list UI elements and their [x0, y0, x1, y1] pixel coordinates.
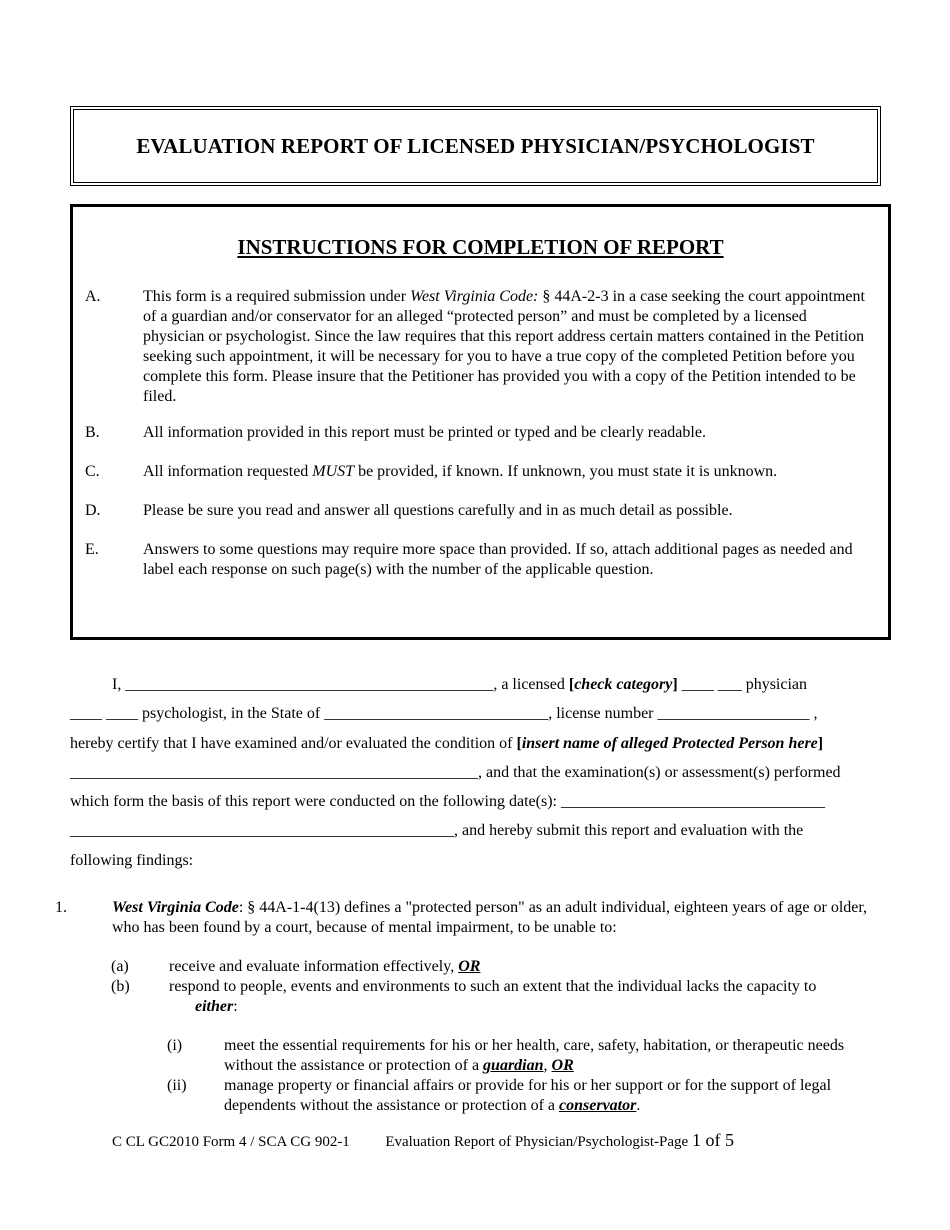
item-text: respond to people, events and environments to such an extent that the individual lacks the capacity to: [169, 978, 817, 995]
or-emphasis: OR: [458, 958, 481, 975]
or-emphasis: OR: [551, 1057, 574, 1074]
item-label: (ii): [167, 1077, 187, 1094]
item-text: manage property or financial affairs or provide for his or her support or for the support of legal dependents without the assistance or protection of a conservator.: [224, 1077, 832, 1114]
instruction-item-c: [85, 462, 872, 482]
instruction-label: D.: [85, 502, 101, 519]
certification-line-1: I, ______________________________________________, a licensed [check category] ____ ___ physician: [112, 676, 808, 693]
instruction-label: E.: [85, 541, 99, 558]
finding-item-i: [167, 1036, 889, 1076]
certification-line-2: ____ ____ psychologist, in the State of ____________________________, license number ___________________ ,: [70, 705, 818, 722]
item-label: (b): [111, 978, 130, 995]
item-label: (i): [167, 1037, 183, 1054]
instruction-item-d: [85, 501, 872, 521]
either-line: either:: [195, 998, 238, 1015]
instruction-label: C.: [85, 463, 100, 480]
instruction-text: Please be sure you read and answer all questions carefully and in as much detail as possible.: [143, 502, 733, 519]
finding-item-b: [111, 977, 881, 1017]
finding-number: 1.: [55, 899, 67, 916]
conservator-emphasis: conservator: [559, 1097, 637, 1114]
emphasis: MUST: [312, 463, 355, 480]
instruction-label: A.: [85, 288, 101, 305]
certification-line-5: which form the basis of this report were conducted on the following date(s): _________________________________: [70, 793, 825, 810]
certification-line-6: ________________________________________________, and hereby submit this report and evaluation with the: [70, 822, 804, 839]
check-category-label: check category: [574, 676, 673, 693]
instruction-item-b: [85, 423, 872, 443]
instruction-item-e: [85, 540, 872, 580]
instructions-box: [70, 204, 891, 640]
finding-1: [55, 898, 890, 938]
instruction-text: Answers to some questions may require more space than provided. If so, attach additional pages as needed and label each response on such page(s) with the number of the applicable question.: [143, 541, 853, 578]
code-reference: West Virginia Code:: [410, 288, 539, 305]
certification-line-7: following findings:: [70, 852, 194, 869]
insert-name-label: insert name of alleged Protected Person here: [521, 735, 818, 752]
either-emphasis: either: [195, 998, 234, 1015]
guardian-emphasis: guardian: [483, 1057, 544, 1074]
instruction-text: This form is a required submission under West Virginia Code: § 44A-2-3 in a case seeking the court appointment of a guardian and/or conservator for an alleged “protected person” and must be completed by a licensed physician or psychologist. Since the law requires that this report address certain matters contained in the Petition seeking such appointment, it will be necessary for you to have a true copy of the completed Petition before you complete this form. Please insure that the Petitioner has provided you with a copy of the Petition intended to be filed.: [143, 288, 865, 405]
instruction-text: All information provided in this report must be printed or typed and be clearly readable.: [143, 424, 706, 441]
form-id: C CL GC2010 Form 4 / SCA CG 902-1: [112, 1134, 350, 1150]
item-text: receive and evaluate information effectively, OR: [169, 958, 481, 975]
code-reference: West Virginia Code: [112, 899, 239, 916]
page-label: Evaluation Report of Physician/Psychologist-Page: [385, 1134, 692, 1150]
certification-line-3: hereby certify that I have examined and/or evaluated the condition of [insert name of alleged Protected Person here]: [70, 735, 824, 752]
finding-intro: West Virginia Code: § 44A-1-4(13) defines a "protected person" as an adult individual, eighteen years of age or older, who has been found by a court, because of mental impairment, to be unable to:: [112, 899, 868, 936]
page-number: 1 of 5: [691, 1130, 734, 1150]
certification-line-4: ___________________________________________________, and that the examination(s) or assessment(s) performed: [70, 764, 841, 781]
item-text: meet the essential requirements for his or her health, care, safety, habitation, or therapeutic needs without the assistance or protection of a guardian, OR: [224, 1037, 845, 1074]
item-label: (a): [111, 958, 129, 975]
finding-item-a: [111, 957, 881, 977]
instruction-label: B.: [85, 424, 100, 441]
finding-item-ii: [167, 1076, 889, 1116]
title-box: [70, 106, 881, 186]
page-title: EVALUATION REPORT OF LICENSED PHYSICIAN/PSYCHOLOGIST: [136, 133, 815, 158]
instruction-text: All information requested MUST be provided, if known. If unknown, you must state it is unknown.: [143, 463, 778, 480]
instruction-item-a: [85, 287, 872, 407]
page-footer: [112, 1130, 734, 1151]
instructions-heading: INSTRUCTIONS FOR COMPLETION OF REPORT: [237, 235, 724, 259]
